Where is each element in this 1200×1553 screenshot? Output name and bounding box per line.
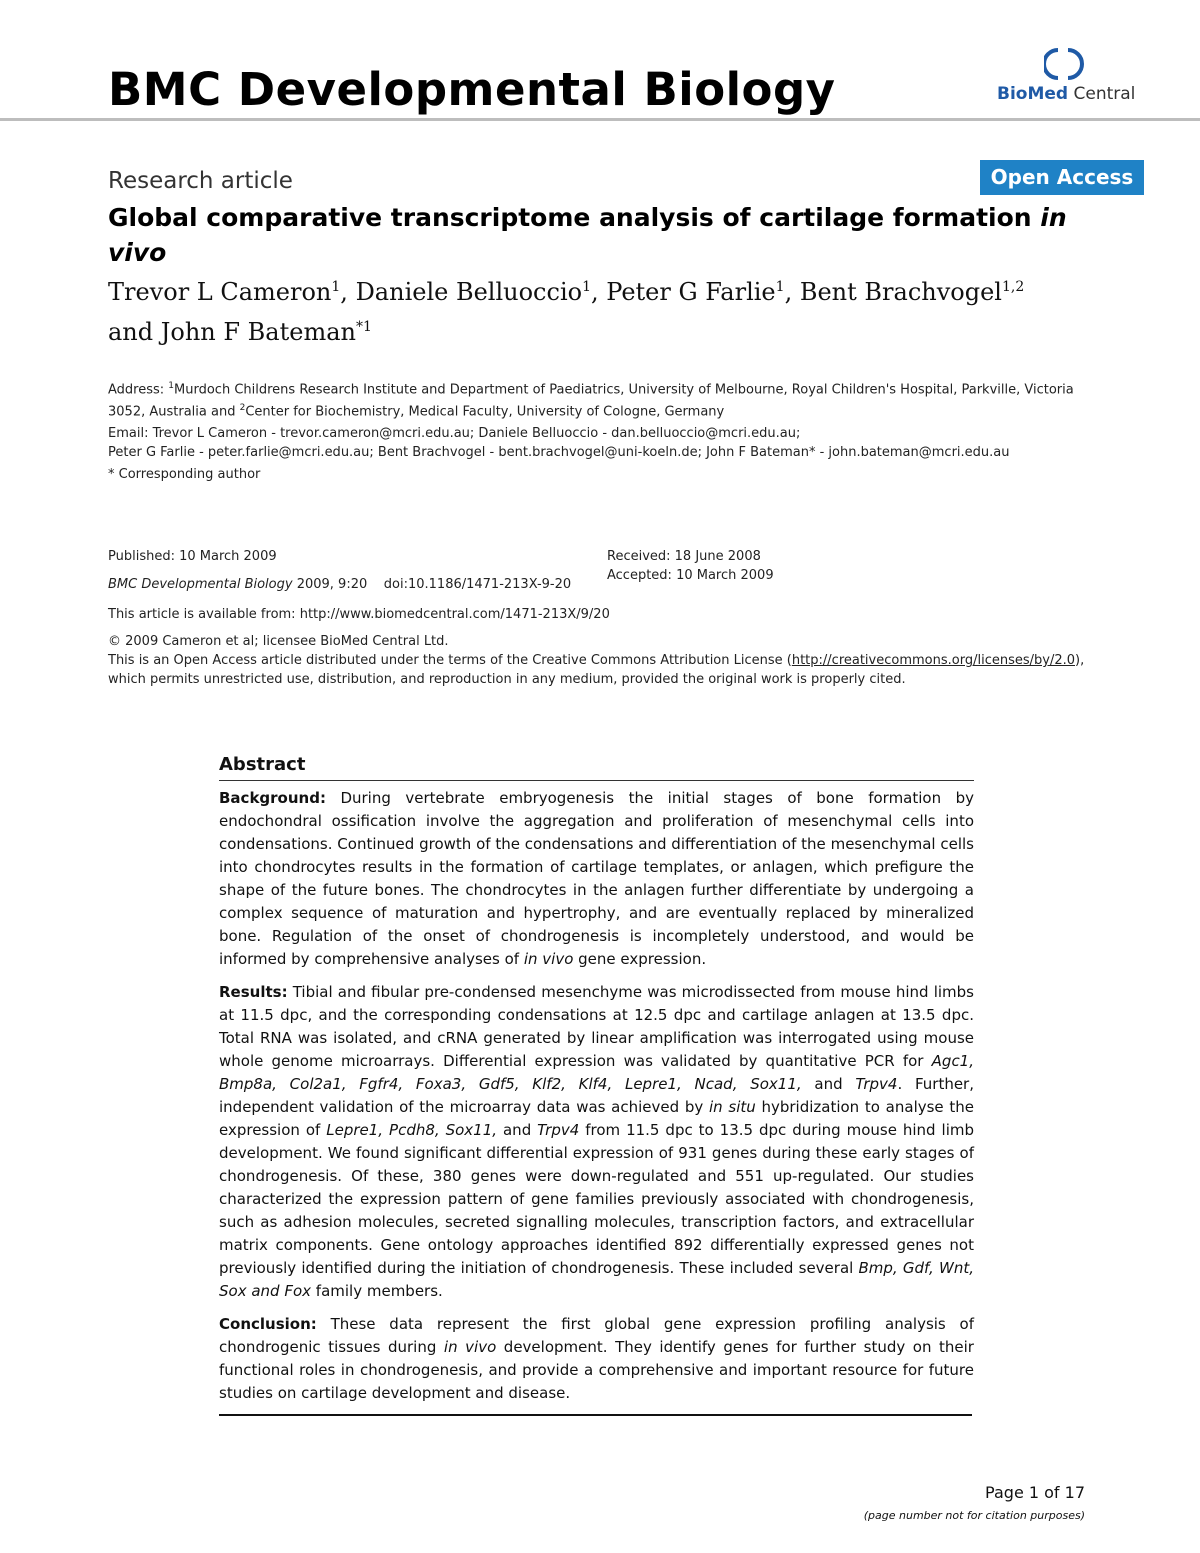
background-text-end: gene expression. xyxy=(573,950,707,968)
author-affiliation: 1 xyxy=(331,279,341,295)
citation-details: 2009, 9:20 doi:10.1186/1471-213X-9-20 xyxy=(292,577,572,592)
publication-dates xyxy=(607,547,774,585)
aff-mark: 1 xyxy=(168,381,175,391)
author-name: Peter G Farlie xyxy=(606,278,776,306)
italic-term: in vivo xyxy=(523,950,574,968)
gene-list: Lepre1, Pcdh8, Sox11, xyxy=(326,1121,498,1139)
logo-bio: BioMed xyxy=(997,84,1069,104)
logo-central: Central xyxy=(1068,84,1136,104)
italic-term: in situ xyxy=(708,1098,756,1116)
author-affiliation: 1 xyxy=(582,279,591,295)
abstract-background xyxy=(219,787,974,971)
abstract-results xyxy=(219,981,974,1303)
logo-wordmark xyxy=(997,84,1135,104)
italic-term: in vivo xyxy=(443,1338,497,1356)
address-label: Address: xyxy=(108,382,169,398)
conclusion-label: Conclusion: xyxy=(219,1315,317,1333)
affiliation-1: Murdoch Childrens Research Institute and Department of Paediatrics, University of Melbourne, Royal Children's Hospital, Parkville, Victoria 3052, Australia and xyxy=(108,382,1074,420)
corresponding-author-note: * Corresponding author xyxy=(108,467,261,482)
abstract-heading: Abstract xyxy=(219,754,306,775)
gene-name: Trpv4 xyxy=(855,1075,898,1093)
abstract-rule xyxy=(219,780,974,781)
journal-title: BMC Developmental Biology xyxy=(108,63,836,116)
results-text: and xyxy=(497,1121,538,1139)
gene-families: Bmp, Gdf, Wnt, Sox and Fox xyxy=(219,1259,974,1300)
page-number: Page 1 of 17 xyxy=(985,1483,1085,1502)
license-text: This is an Open Access article distributed under the terms of the Creative Commons Attribution License ( xyxy=(108,653,792,668)
results-text: and xyxy=(801,1075,856,1093)
published-date: Published: 10 March 2009 xyxy=(108,549,277,564)
article-type: Research article xyxy=(108,168,293,194)
article-url[interactable]: This article is available from: http://www.biomedcentral.com/1471-213X/9/20 xyxy=(108,607,610,622)
gene-name: Trpv4 xyxy=(537,1121,580,1139)
email-line-1[interactable]: Email: Trevor L Cameron - trevor.cameron@mcri.edu.au; Daniele Belluoccio - dan.belluoccio@mcri.edu.au; xyxy=(108,426,801,441)
author-prefix: and xyxy=(108,318,161,346)
aff-mark: 2 xyxy=(239,403,246,414)
license-block xyxy=(108,632,1098,689)
results-text: . Further, independent validation of the microarray data was achieved by xyxy=(219,1075,974,1116)
page-number-note: (page number not for citation purposes) xyxy=(863,1509,1085,1522)
biomed-central-logo[interactable] xyxy=(994,44,1134,108)
author-name: John F Bateman xyxy=(160,318,356,346)
received-date: Received: 18 June 2008 xyxy=(607,549,761,564)
title-italic: in vivo xyxy=(108,203,1067,267)
license-line-1 xyxy=(108,651,1098,670)
citation xyxy=(108,575,571,594)
license-line-2: which permits unrestricted use, distribution, and reproduction in any medium, provided the original work is properly cited. xyxy=(108,672,906,687)
citation-journal: BMC Developmental Biology xyxy=(108,577,293,592)
address-block xyxy=(108,377,1098,422)
author-name: Bent Brachvogel xyxy=(799,278,1002,306)
email-line-2[interactable]: Peter G Farlie - peter.farlie@mcri.edu.au; Bent Brachvogel - bent.brachvogel@uni-koeln.de; John F Bateman* - john.bateman@mcri.edu.au xyxy=(108,445,1010,460)
affiliation-2: Center for Biochemistry, Medical Faculty, University of Cologne, Germany xyxy=(245,404,725,420)
license-text-end: ), xyxy=(1075,653,1085,668)
license-link[interactable]: http://creativecommons.org/licenses/by/2.0 xyxy=(791,653,1075,668)
open-access-badge: Open Access xyxy=(980,160,1144,195)
author-affiliation: *1 xyxy=(355,319,372,335)
author-affiliation: 1,2 xyxy=(1001,279,1025,295)
abstract-conclusion xyxy=(219,1313,974,1405)
conclusion-text-end: development. They identify genes for further study on their functional roles in chondrogenesis, and provide a comprehensive and important resource for future studies on cartilage development and disease. xyxy=(219,1338,974,1402)
background-label: Background: xyxy=(219,789,326,807)
header-rule xyxy=(0,118,1200,121)
results-text: Tibial and fibular pre-condensed mesenchyme was microdissected from mouse hind limbs at 11.5 dpc, and the corresponding condensations at 12.5 dpc and cartilage anlagen at 13.5 dpc. Total RNA was isolated, and cRNA generated by linear amplification was interrogated using mouse whole genome microarrays. Differential expression was validated by quantitative PCR for xyxy=(219,983,974,1070)
biomed-logo-icon xyxy=(1044,46,1084,82)
background-text: During vertebrate embryogenesis the initial stages of bone formation by endochondral ossification involve the aggregation and proliferation of mesenchymal cells into condensations. Continued growth of the condensations and differentiation of the mesenchymal cells into chondrocytes results in the formation of cartilage templates, or anlagen, which prefigure the shape of the future bones. The chondrocytes in the anlagen further differentiate by undergoing a complex sequence of maturation and hypertrophy, and are eventually replaced by mineralized bone. Regulation of the onset of chondrogenesis is incompletely understood, and would be informed by comprehensive analyses of xyxy=(219,789,974,968)
author-name: Trevor L Cameron xyxy=(108,278,332,306)
accepted-date: Accepted: 10 March 2009 xyxy=(607,568,774,583)
email-block xyxy=(108,424,1098,484)
abstract-bottom-rule xyxy=(219,1414,972,1416)
results-text: hybridization to analyse the expression of xyxy=(219,1098,974,1139)
author-name: Daniele Belluoccio xyxy=(355,278,583,306)
article-title xyxy=(108,200,1098,270)
title-main: Global comparative transcriptome analysis of cartilage formation xyxy=(108,203,1041,232)
results-text: from 11.5 dpc to 13.5 dpc during mouse hind limb development. We found significant differential expression of 931 genes during these early stages of chondrogenesis. Of these, 380 genes were down-regulated and 551 up-regulated. Our studies characterized the expression pattern of gene families previously associated with chondrogenesis, such as adhesion molecules, secreted signalling molecules, transcription factors, and extracellular matrix components. Gene ontology approaches identified 892 differentially expressed genes not previously identified during the initiation of chondrogenesis. These included several xyxy=(219,1121,974,1277)
results-text-end: family members. xyxy=(311,1282,443,1300)
copyright: © 2009 Cameron et al; licensee BioMed Central Ltd. xyxy=(108,634,449,649)
abstract-section xyxy=(219,752,974,1415)
conclusion-text: These data represent the first global gene expression profiling analysis of chondrogenic tissues during xyxy=(219,1315,974,1356)
publication-info xyxy=(108,547,571,594)
results-label: Results: xyxy=(219,983,288,1001)
gene-list: Agc1, Bmp8a, Col2a1, Fgfr4, Foxa3, Gdf5, Klf2, Klf4, Lepre1, Ncad, Sox11, xyxy=(219,1052,974,1093)
author-list: Trevor L Cameron$^1$, Daniele Belluoccio$^1$, Peter G Farlie$^1$, Bent Brachvogel$^{1,2}$ and John F Bateman$^{*1}$ xyxy=(108,278,1025,346)
author-affiliation: 1 xyxy=(775,279,785,295)
